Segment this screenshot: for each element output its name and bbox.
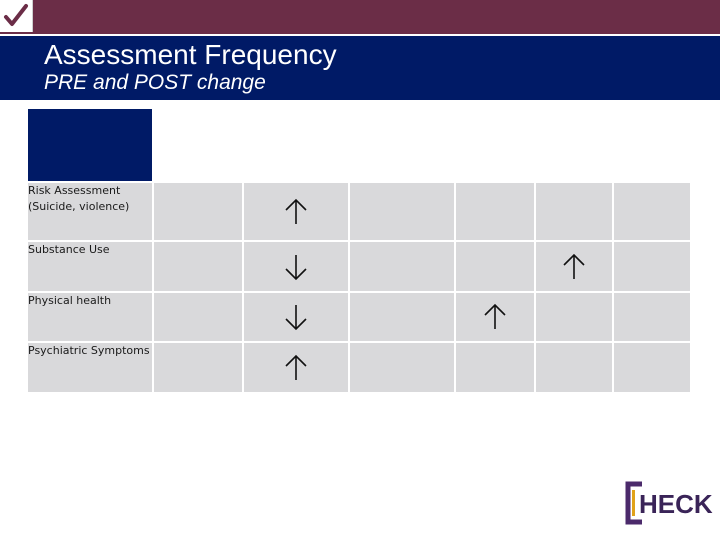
cell: [244, 343, 348, 392]
cell: [614, 183, 690, 240]
page-subtitle: PRE and POST change: [44, 71, 266, 94]
column-header-as-needed: As needed: [536, 109, 612, 181]
column-header-at-every-appointment: At every appointment: [244, 109, 348, 181]
cell: [350, 343, 454, 392]
table-row: [28, 343, 690, 392]
cell: [154, 343, 242, 392]
row-label-physical-health: Physical health: [28, 293, 152, 341]
up-arrow-icon: [283, 197, 309, 227]
down-arrow-icon: [283, 252, 309, 282]
check-logo: [622, 478, 714, 528]
column-header-every-6-months: Every 6 months: [456, 109, 534, 181]
row-label-substance-use: Substance Use: [28, 242, 152, 291]
column-header-with-any-medication-change: With any medication change: [350, 109, 454, 181]
cell: [350, 242, 454, 291]
row-label-psychiatric-symptoms: Psychiatric Symptoms: [28, 343, 152, 392]
cell: [456, 183, 534, 240]
page-title: Assessment Frequency: [44, 39, 337, 70]
down-arrow-icon: [283, 302, 309, 332]
cell: [154, 183, 242, 240]
cell: [456, 242, 534, 291]
cell: [350, 183, 454, 240]
up-arrow-icon: [482, 302, 508, 332]
row-label-risk-assessment: Risk Assessment (Suicide, violence): [28, 183, 152, 240]
cell: [350, 293, 454, 341]
checkmark-icon: [0, 0, 33, 32]
assessment-frequency-table: [26, 107, 692, 394]
cell: [614, 343, 690, 392]
cell: [614, 242, 690, 291]
up-arrow-icon: [283, 353, 309, 383]
cell: [614, 293, 690, 341]
cell: [244, 183, 348, 240]
cell: [154, 293, 242, 341]
top-accent-bar: [0, 0, 720, 34]
cell: [536, 242, 612, 291]
cell: [456, 343, 534, 392]
column-header-not-at-all: Not at all: [614, 109, 690, 181]
cell: [456, 293, 534, 341]
table-row: [28, 183, 690, 240]
corner-cell: [28, 109, 152, 181]
up-arrow-icon: [561, 252, 587, 282]
table-row: [28, 293, 690, 341]
cell: [536, 183, 612, 240]
table-row: [28, 242, 690, 291]
cell: [244, 242, 348, 291]
cell: [536, 343, 612, 392]
logo-text: HECK: [639, 489, 713, 519]
cell: [244, 293, 348, 341]
cell: [536, 293, 612, 341]
column-header-upon-acceptance: Upon acceptance: [154, 109, 242, 181]
header-row: [28, 109, 690, 181]
cell: [154, 242, 242, 291]
